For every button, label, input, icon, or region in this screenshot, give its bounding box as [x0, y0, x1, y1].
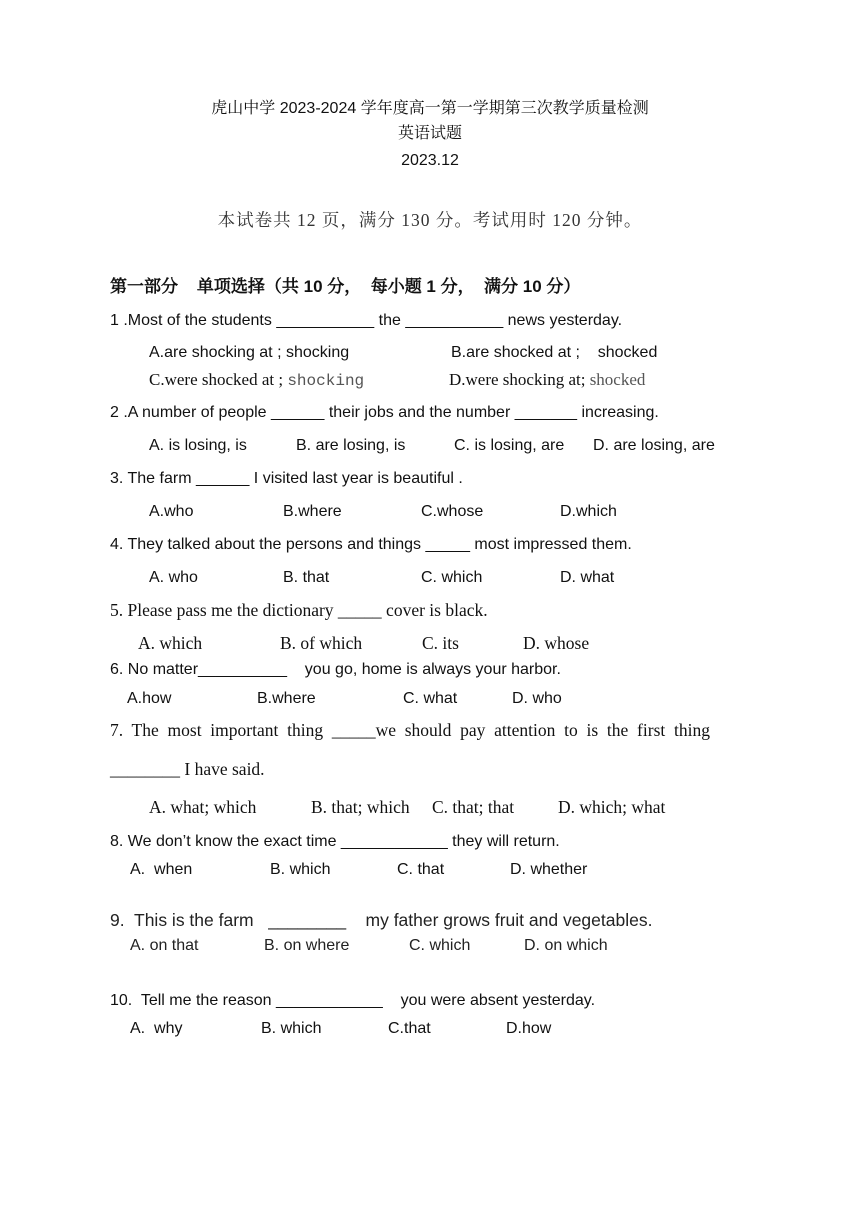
question-5-option-a: A. which [138, 633, 203, 653]
question-10-option-d: D.how [506, 1020, 552, 1037]
question-2-option-c: C. is losing, are [454, 437, 565, 454]
question-1-option-c-grey: shocking [287, 372, 365, 390]
question-8-option-c: C. that [397, 861, 445, 878]
question-10-option-c: C.that [388, 1020, 431, 1037]
question-4-option-a: A. who [149, 569, 198, 586]
question-1-option-d-grey: shocked [589, 370, 646, 389]
question-3-option-c: C.whose [421, 503, 484, 520]
question-7-stem-line-2: ________ I have said. [110, 759, 265, 779]
question-1-stem: 1 .Most of the students ___________ the ___________ news yesterday. [110, 312, 623, 329]
question-10-option-a: A. why [130, 1020, 183, 1037]
question-3-option-d: D.which [560, 503, 617, 520]
question-4-stem: 4. They talked about the persons and things _____ most impressed them. [110, 536, 632, 553]
question-5-stem: 5. Please pass me the dictionary _____ cover is black. [110, 600, 488, 620]
question-2-option-b: B. are losing, is [296, 437, 406, 454]
question-1-option-d [449, 370, 645, 390]
question-9-stem: 9. This is the farm ________ my father grows fruit and vegetables. [110, 910, 653, 930]
exam-subject: 英语试题 [397, 125, 462, 142]
question-1-option-d-label: D.were shocking at; [449, 370, 590, 389]
question-3-stem: 3. The farm ______ I visited last year is beautiful . [110, 470, 463, 487]
exam-date: 2023.12 [401, 152, 459, 169]
question-5-option-d: D. whose [523, 633, 590, 653]
question-3-option-b: B.where [283, 503, 342, 520]
question-8-option-b: B. which [270, 861, 331, 878]
question-9-option-a: A. on that [130, 937, 199, 954]
question-4-option-b: B. that [283, 569, 330, 586]
question-8-option-d: D. whether [510, 861, 588, 878]
question-5-option-b: B. of which [280, 633, 363, 653]
question-7-stem-line-1: 7. The most important thing _____we should pay attention to is the first thing [110, 720, 710, 740]
question-8-stem: 8. We don’t know the exact time ____________ they will return. [110, 833, 560, 850]
question-2-stem: 2 .A number of people ______ their jobs and the number _______ increasing. [110, 404, 659, 421]
question-1-option-a: A.are shocking at ; shocking [149, 344, 350, 361]
question-10-stem: 10. Tell me the reason ____________ you were absent yesterday. [110, 992, 596, 1009]
question-9-option-b: B. on where [264, 937, 350, 954]
question-7-option-c: C. that; that [432, 797, 515, 817]
question-9-option-c: C. which [409, 937, 471, 954]
question-6-stem: 6. No matter__________ you go, home is always your harbor. [110, 661, 561, 678]
question-7-option-d: D. which; what [558, 797, 666, 817]
question-2-option-d: D. are losing, are [593, 437, 715, 454]
question-4-option-c: C. which [421, 569, 483, 586]
question-1-option-b: B.are shocked at ; shocked [451, 344, 658, 361]
exam-title: 虎山中学 2023-2024 学年度高一第一学期第三次教学质量检测 [211, 100, 649, 117]
question-7-option-b: B. that; which [311, 797, 410, 817]
question-3-option-a: A.who [149, 503, 194, 520]
question-9-option-d: D. on which [524, 937, 608, 954]
question-6-option-d: D. who [512, 690, 562, 707]
question-6-option-c: C. what [403, 690, 458, 707]
question-1-option-c-label: C.were shocked at ; [149, 370, 288, 389]
question-5-option-c: C. its [422, 633, 459, 653]
question-6-option-b: B.where [257, 690, 316, 707]
section-heading: 第一部分 单项选择（共 10 分， 每小题 1 分， 满分 10 分） [110, 277, 581, 296]
exam-note: 本试卷共 12 页，满分 130 分。考试用时 120 分钟。 [217, 210, 643, 230]
question-7-option-a: A. what; which [149, 797, 257, 817]
question-1-option-c [149, 370, 364, 391]
question-8-option-a: A. when [130, 861, 193, 878]
question-10-option-b: B. which [261, 1020, 322, 1037]
question-4-option-d: D. what [560, 569, 615, 586]
question-6-option-a: A.how [127, 690, 172, 707]
question-2-option-a: A. is losing, is [149, 437, 247, 454]
